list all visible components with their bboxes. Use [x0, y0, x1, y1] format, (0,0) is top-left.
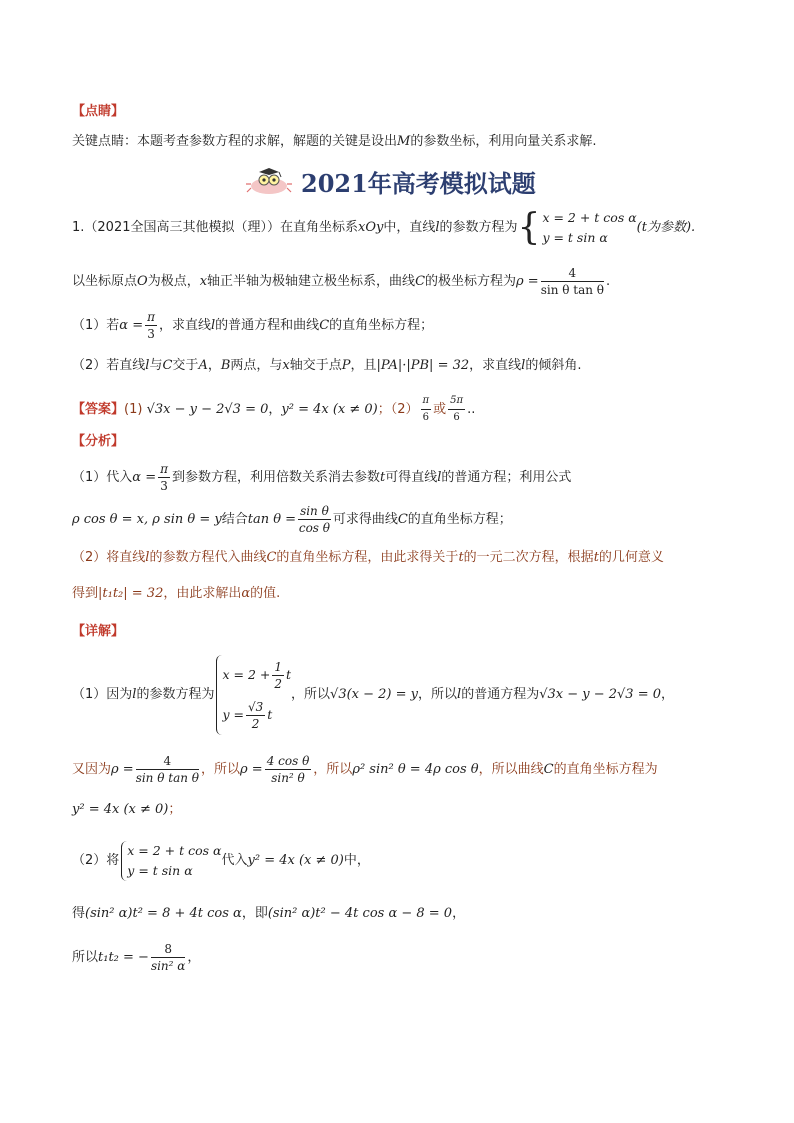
numerator: 5π — [448, 393, 465, 410]
text: ；（2） — [377, 402, 419, 417]
param-x: x = 2 + t cos α — [127, 842, 222, 858]
text: (1) — [124, 402, 143, 417]
var-l: l — [521, 358, 526, 373]
var-l: l — [435, 220, 440, 235]
detail-line-3 — [72, 800, 181, 820]
var-C: C — [162, 358, 173, 373]
denominator: sin θ tan θ — [135, 771, 200, 785]
text: 交于 — [172, 358, 199, 373]
text: 的倾斜角. — [525, 358, 582, 373]
detail-line-2 — [72, 752, 658, 788]
text: 得 — [72, 906, 86, 921]
text: 的极坐标方程为 — [425, 274, 517, 289]
analysis-heading: 【分析】 — [72, 434, 125, 449]
fraction — [421, 393, 432, 426]
text: 的几何意义 — [598, 550, 664, 565]
text: 的直角坐标方程； — [407, 512, 512, 527]
detail-line-1 — [72, 652, 674, 738]
text: 为极点， — [147, 274, 200, 289]
var-l: l — [145, 550, 150, 565]
fraction — [541, 265, 604, 298]
text: ，所以 — [418, 687, 458, 702]
detail-eq: √3(x − 2) = y — [330, 687, 418, 702]
dianjing-text — [72, 132, 596, 152]
detail-line-6 — [72, 938, 200, 978]
dianjing-text-prefix: 关键点睛：本题考查参数方程的求解，解题的关键是设出 — [72, 134, 398, 149]
param-y: y = t sin α — [542, 229, 608, 245]
answer-eq-1: √3x − y − 2√3 = 0 — [146, 402, 269, 417]
polar-formula: ρ cos θ = x, ρ sin θ = y — [72, 512, 222, 527]
text: （2）若直线 — [72, 358, 146, 373]
text: ； — [168, 802, 182, 817]
coord-system: xOy — [358, 220, 384, 235]
param-note: (t为参数). — [636, 220, 696, 235]
detail-eq: (sin² α)t² = 8 + 4t cos α — [85, 906, 242, 921]
analysis-line-3 — [72, 548, 664, 568]
detail-eq: ρ² sin² θ = 4ρ cos θ — [352, 762, 479, 777]
text: ，且 — [350, 358, 377, 373]
text: （2）将直线 — [72, 550, 146, 565]
text: ，所以 — [201, 762, 241, 777]
param-x: x = 2 + t cos α — [542, 209, 637, 225]
numerator: 4 cos θ — [266, 754, 310, 768]
text: 与 — [149, 358, 163, 373]
text: 的值. — [250, 586, 281, 601]
detail-eq: y² = 4x (x ≠ 0) — [72, 802, 169, 817]
denominator: 6 — [453, 412, 460, 423]
analysis-line-1 — [72, 460, 571, 496]
text: 可得直线 — [385, 470, 438, 485]
fraction — [145, 309, 157, 342]
numerator: π — [421, 393, 432, 410]
param-y-lhs: y = — [222, 706, 244, 722]
var-P: P — [341, 358, 351, 373]
denominator: 3 — [160, 479, 168, 493]
text: 的参数方程为 — [439, 220, 518, 235]
text: 的一元二次方程，根据 — [463, 550, 594, 565]
fraction — [246, 699, 265, 732]
t-product-lhs: t₁t₂ = − — [98, 950, 149, 965]
var-alpha: α — [241, 586, 251, 601]
text: ，求直线 — [158, 318, 211, 333]
fraction — [158, 461, 170, 494]
question-1 — [72, 308, 433, 344]
text: 又因为 — [72, 762, 112, 777]
numerator: 4 — [541, 265, 604, 282]
analysis-line-4 — [72, 584, 280, 604]
answer-heading: 【答案】 — [72, 402, 125, 417]
question-2 — [72, 356, 581, 376]
var-O: O — [137, 274, 148, 289]
detail-eq: y² = 4x (x ≠ 0) — [247, 853, 344, 868]
text: ，所以 — [313, 762, 353, 777]
text: 的普通方程和曲线 — [215, 318, 320, 333]
text: 中， — [343, 853, 370, 868]
var-B: B — [220, 358, 231, 373]
text: 的参数方程代入曲线 — [149, 550, 267, 565]
denominator: cos θ — [298, 521, 331, 535]
section-title-text: 2021年高考模拟试题 — [301, 168, 536, 198]
var-l: l — [132, 687, 137, 702]
text: ，所以 — [291, 687, 331, 702]
alpha-eq: α = — [119, 318, 144, 333]
denominator: sin θ tan θ — [540, 283, 605, 297]
text: （2）将 — [72, 853, 120, 868]
text: 的普通方程为 — [461, 687, 540, 702]
var-t: t — [593, 550, 599, 565]
rho-eq: ρ = — [240, 762, 263, 777]
var-A: A — [198, 358, 208, 373]
text: ， — [661, 687, 675, 702]
numerator: π — [147, 310, 155, 324]
denominator: sin² α — [150, 959, 186, 973]
problem-source: 1.（2021全国高三其他模拟（理））在直角坐标系 — [72, 220, 358, 235]
text: 两点，与 — [230, 358, 283, 373]
detail-line-5 — [72, 904, 465, 924]
analysis-line-2 — [72, 502, 512, 538]
text: ， — [268, 402, 282, 417]
numerator: 8 — [151, 941, 185, 958]
text: 的参数方程为 — [136, 687, 215, 702]
text: ， — [452, 906, 466, 921]
text: 以坐标原点 — [72, 274, 138, 289]
rho-eq: ρ = — [516, 274, 539, 289]
text: 的直角坐标方程，由此求得关于 — [276, 550, 459, 565]
left-brace: { — [517, 206, 541, 248]
detail-eq: (sin² α)t² − 4t cos α − 8 = 0 — [267, 906, 453, 921]
text: 的直角坐标方程； — [329, 318, 434, 333]
text: （1）代入 — [72, 470, 133, 485]
denominator: 3 — [147, 327, 155, 341]
var-C: C — [543, 762, 554, 777]
var-l: l — [457, 687, 462, 702]
numerator: sin θ — [300, 504, 329, 518]
var-t: t — [380, 470, 386, 485]
fraction — [265, 753, 312, 786]
var-l: l — [211, 318, 216, 333]
problem-line-1 — [72, 206, 695, 250]
var-t: t — [458, 550, 464, 565]
section-title — [245, 164, 565, 198]
text: 可求得曲线 — [332, 512, 398, 527]
text: ， — [207, 358, 221, 373]
text: 所以 — [72, 950, 99, 965]
tan-eq: tan θ = — [247, 512, 297, 527]
text: 代入 — [221, 853, 248, 868]
text: 轴正半轴为极轴建立极坐标系，曲线 — [207, 274, 416, 289]
numerator: √3 — [247, 699, 264, 714]
var-l: l — [437, 470, 442, 485]
numerator: π — [160, 462, 168, 476]
param-y: y = t sin α — [127, 862, 193, 878]
param-equations — [542, 208, 636, 248]
text: ， — [187, 950, 201, 965]
var-l: l — [145, 358, 150, 373]
numerator: 4 — [136, 753, 199, 770]
text: 得到 — [72, 586, 99, 601]
denominator: 2 — [251, 716, 260, 731]
text: 的直角坐标方程为 — [553, 762, 658, 777]
text: 轴交于点 — [289, 358, 342, 373]
t-product-eq: |t₁t₂| = 32 — [98, 586, 164, 601]
text: 结合 — [221, 512, 248, 527]
denominator: sin² θ — [271, 771, 305, 785]
text: .. — [467, 402, 476, 417]
text: ，由此求解出 — [163, 586, 242, 601]
text: 或 — [433, 402, 447, 417]
fraction — [136, 753, 199, 786]
fraction — [272, 659, 284, 692]
var-t: t — [285, 666, 292, 682]
fraction — [448, 393, 465, 426]
param-equations — [216, 655, 291, 735]
var-C: C — [319, 318, 330, 333]
text: （1）因为 — [72, 687, 133, 702]
detail-eq: √3x − y − 2√3 = 0 — [539, 687, 662, 702]
text: ，所以曲线 — [478, 762, 544, 777]
dianjing-var: M — [397, 134, 411, 149]
graduation-owl-icon — [245, 166, 293, 196]
numerator: 1 — [274, 659, 282, 674]
var-C: C — [266, 550, 277, 565]
detail-line-4 — [72, 838, 370, 884]
text: ，即 — [241, 906, 268, 921]
var-x: x — [199, 274, 208, 289]
answer-line — [72, 392, 475, 428]
text: （1）若 — [72, 318, 120, 333]
text: 到参数方程，利用倍数关系消去参数 — [171, 470, 380, 485]
rho-eq: ρ = — [111, 762, 134, 777]
dianjing-heading: 【点睛】 — [72, 104, 125, 119]
denominator: 6 — [422, 412, 430, 423]
var-x: x — [282, 358, 290, 373]
fraction — [151, 941, 185, 974]
param-x-lhs: x = 2 + — [222, 666, 271, 682]
text: 中，直线 — [383, 220, 436, 235]
text: ，求直线 — [469, 358, 522, 373]
var-C: C — [415, 274, 426, 289]
alpha-eq: α = — [132, 470, 157, 485]
var-t: t — [267, 706, 273, 722]
fraction — [298, 503, 331, 536]
text: 的普通方程；利用公式 — [441, 470, 572, 485]
text: . — [606, 274, 611, 289]
var-C: C — [397, 512, 408, 527]
answer-eq-2: y² = 4x (x ≠ 0) — [281, 402, 378, 417]
denominator: 2 — [274, 676, 282, 691]
problem-line-2 — [72, 262, 610, 302]
distance-product-eq: |PA|·|PB| = 32 — [376, 358, 470, 373]
param-equations — [121, 841, 221, 881]
dianjing-text-suffix: 的参数坐标，利用向量关系求解. — [410, 134, 597, 149]
detail-heading: 【详解】 — [72, 624, 125, 639]
